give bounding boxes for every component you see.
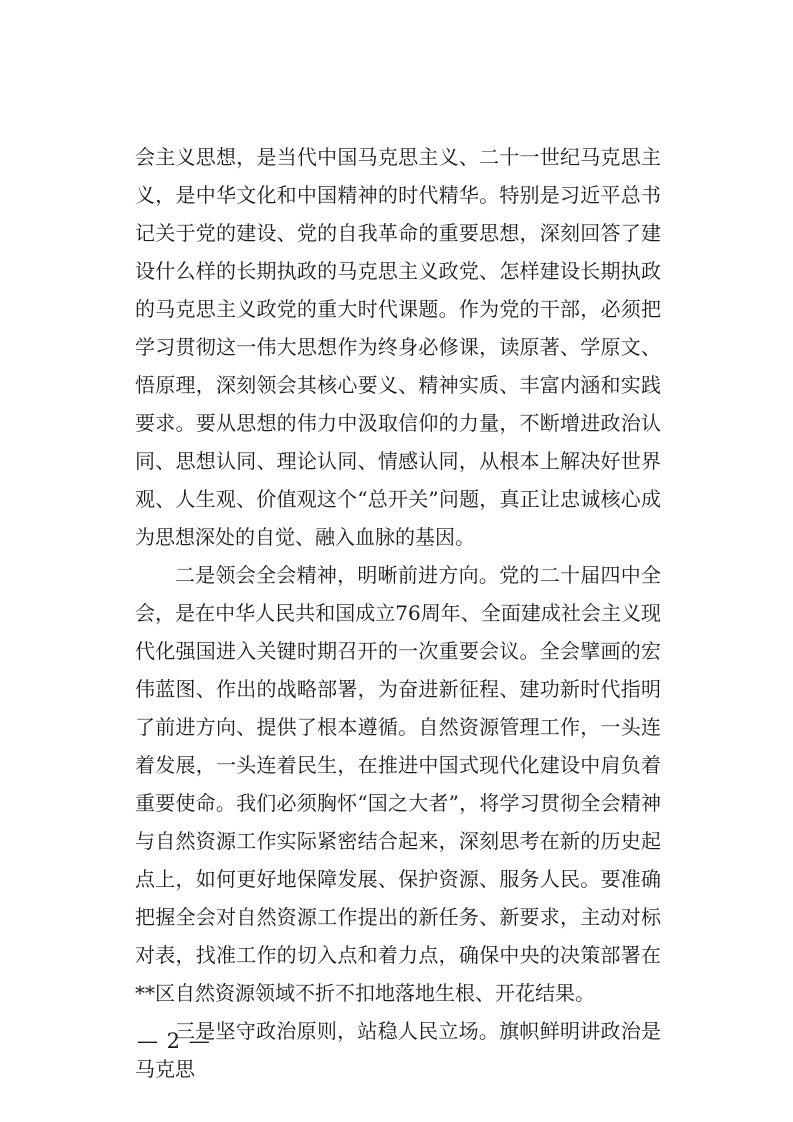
page-number: — 2 — [137, 1029, 211, 1053]
paragraph-1: 会主义思想，是当代中国马克思主义、二十一世纪马克思主义，是中华文化和中国精神的时代精华。特别是习近平总书记关于党的建设、党的自我革命的重要思想，深刻回答了建设什么样的长期执政的马克思主义政党、怎样建设长期执政的马克思主义政党的重大时代课题。作为党的干部，必须把学习贯彻这一伟大思想作为终身必修课，读原著、学原文、悟原理，深刻领会其核心要义、精神实质、丰富内涵和实践要求。要从思想的伟力中汲取信仰的力量，不断增进政治认同、思想认同、理论认同、情感认同，从根本上解决好世界观、人生观、价值观这个“总开关”问题，真正让忠诚核心成为思想深处的自觉、融入血脉的基因。 [135, 145, 661, 549]
document-body [135, 138, 661, 1088]
paragraph-2: 二是领会全会精神，明晰前进方向。党的二十届四中全会，是在中华人民共和国成立76周年、全面建成社会主义现代化强国进入关键时期召开的一次重要会议。全会擘画的宏伟蓝图、作出的战略部署，为奋进新征程、建功新时代指明了前进方向、提供了根本遵循。自然资源管理工作，一头连着发展，一头连着民生，在推进中国式现代化建设中肩负着重要使命。我们必须胸怀“国之大者”，将学习贯彻全会精神与自然资源工作实际紧密结合起来，深刻思考在新的历史起点上，如何更好地保障发展、保护资源、服务人民。要准确把握全会对自然资源工作提出的新任务、新要求，主动对标对表，找准工作的切入点和着力点，确保中央的决策部署在**区自然资源领域不折不扣地落地生根、开花结果。 [135, 563, 661, 1005]
paragraph-3: 三是坚守政治原则，站稳人民立场。旗帜鲜明讲政治是马克思 [135, 1019, 661, 1081]
